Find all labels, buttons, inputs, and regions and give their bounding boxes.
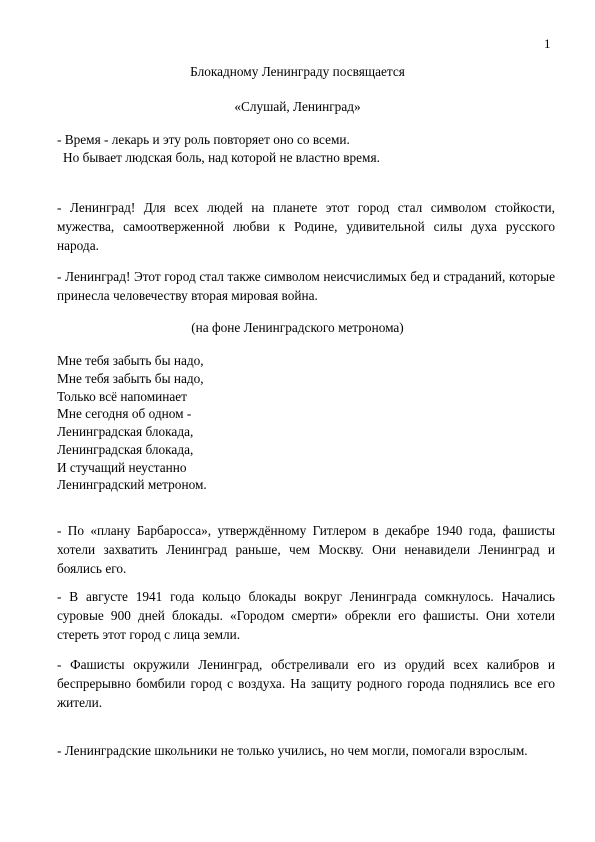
poem-line: Ленинградская блокада, [57, 424, 194, 439]
poem-line: И стучащий неустанно [57, 460, 187, 475]
epigraph-line-2: Но бывает людская боль, над которой не властно время. [63, 150, 380, 165]
paragraph-shelling: - Фашисты окружили Ленинград, обстреливали его из орудий всех калибров и беспрерывно бомбили город с воздуха. На защиту родного города поднялись все его жители. [57, 657, 555, 710]
poem-line: Ленинградская блокада, [57, 442, 194, 457]
paragraph-leningrad-symbol: - Ленинград! Для всех людей на планете этот город стал символом стойкости, мужества, самоотверженной любви к Родине, удивительной силы духа русского народа. [57, 200, 555, 253]
dedication-heading: Блокадному Ленинграду посвящается [190, 64, 405, 79]
poem-line: Мне тебя забыть бы надо, [57, 353, 204, 368]
poem-line: Ленинградский метроном. [57, 477, 207, 492]
poem-line: Мне сегодня об одном - [57, 406, 192, 421]
paragraph-blockade-start: - В августе 1941 года кольцо блокады вокруг Ленинграда сомкнулось. Начались суровые 900 дней блокады. «Городом смерти» обрекли его фашисты. Они хотели стереть этот город с лица земли. [57, 589, 555, 642]
paragraph-barbarossa: - По «плану Барбаросса», утверждённому Гитлером в декабре 1940 года, фашисты хотели захватить Ленинград раньше, чем Москву. Они ненавидели Ленинград и боялись его. [57, 523, 555, 576]
stage-direction: (на фоне Ленинградского метронома) [191, 320, 404, 335]
page-number: 1 [544, 36, 551, 51]
poem-line: Только всё напоминает [57, 389, 187, 404]
paragraph-schoolchildren: - Ленинградские школьники не только учились, но чем могли, помогали взрослым. [57, 743, 528, 758]
paragraph-leningrad-suffering: - Ленинград! Этот город стал также символом неисчислимых бед и страданий, которые принесла человечеству вторая мировая война. [57, 269, 555, 303]
epigraph-line-1: - Время - лекарь и эту роль повторяет оно со всеми. [57, 132, 350, 147]
document-title: «Слушай, Ленинград» [234, 99, 361, 114]
poem-line: Мне тебя забыть бы надо, [57, 371, 204, 386]
